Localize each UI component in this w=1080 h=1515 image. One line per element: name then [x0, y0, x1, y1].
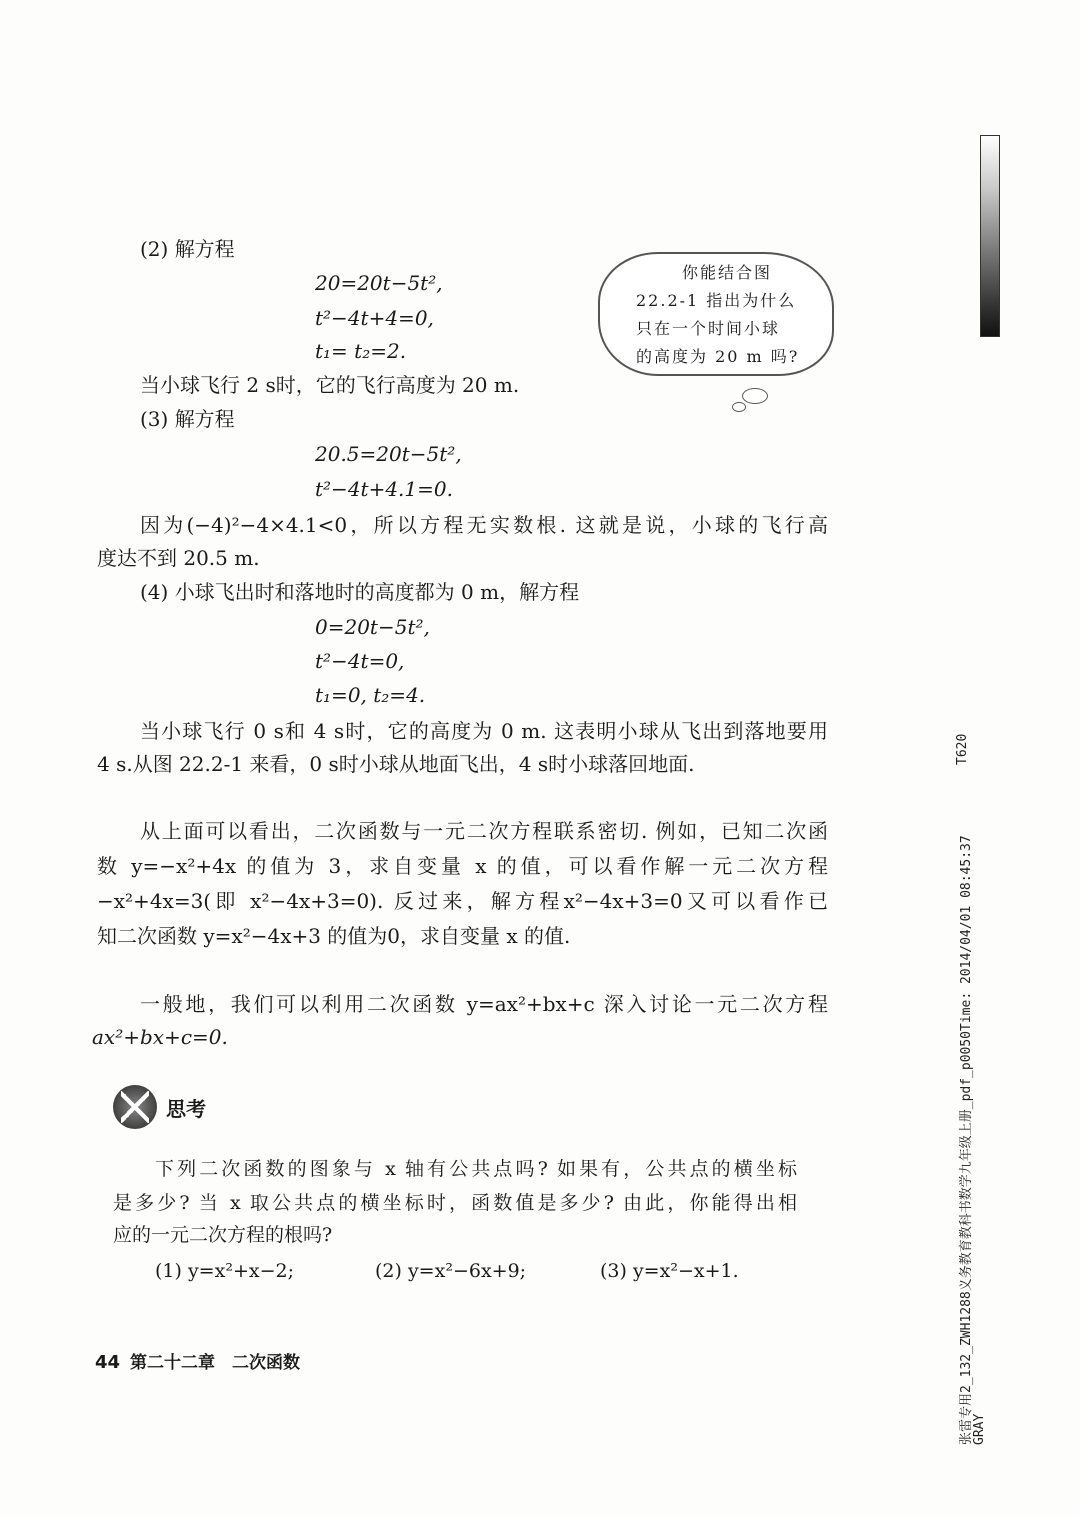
equation: t₁=0, t₂=4. — [315, 683, 426, 707]
think-line: 应的一元二次方程的根吗? — [113, 1224, 333, 1246]
think-line: 是多少? 当 x 取公共点的横坐标时，函数值是多少? 由此，你能得出相 — [113, 1192, 797, 1214]
paragraph-line: 因为(−4)²−4×4.1<0，所以方程无实数根. 这就是说，小球的飞行高 — [140, 513, 828, 537]
think-line: 下列二次函数的图象与 x 轴有公共点吗? 如果有，公共点的横坐标 — [155, 1158, 797, 1180]
margin-code: T620 — [955, 733, 970, 765]
bubble-text: 22.2-1 指出为什么 — [636, 291, 797, 310]
part2-result: 当小球飞行 2 s时，它的飞行高度为 20 m. — [140, 373, 520, 397]
chapter-title: 第二十二章 二次函数 — [130, 1353, 300, 1373]
equation: 20.5=20t−5t², — [315, 442, 462, 466]
think-item: (2) y=x²−6x+9; — [375, 1260, 527, 1282]
bubble-text: 只在一个时间小球 — [636, 319, 781, 338]
bubble-text: 的高度为 20 m 吗? — [636, 347, 800, 366]
equation: t²−4t+4=0, — [315, 306, 434, 330]
paragraph-line: 知二次函数 y=x²−4x+3 的值为0，求自变量 x 的值. — [97, 924, 571, 948]
paragraph-line: 数 y=−x²+4x 的值为 3，求自变量 x 的值，可以看作解一元二次方程 — [97, 854, 828, 878]
part2-label: (2) 解方程 — [140, 237, 235, 261]
think-item: (1) y=x²+x−2; — [155, 1260, 294, 1282]
bubble-dot — [742, 388, 768, 404]
gray-scale-strip — [980, 135, 1000, 337]
margin-gray: GRAY — [972, 1413, 987, 1445]
paragraph-line: 当小球飞行 0 s和 4 s时，它的高度为 0 m. 这表明小球从飞出到落地要用 — [140, 719, 828, 743]
paragraph-line: 4 s.从图 22.2-1 来看，0 s时小球从地面飞出，4 s时小球落回地面. — [97, 752, 695, 776]
paragraph-line: ax²+bx+c=0. — [92, 1025, 228, 1049]
think-item: (3) y=x²−x+1. — [600, 1260, 739, 1282]
part3-label: (3) 解方程 — [140, 407, 235, 431]
paragraph-line: −x²+4x=3(即 x²−4x+3=0). 反过来，解方程x²−4x+3=0又可以看作已 — [97, 889, 828, 913]
equation: t²−4t+4.1=0. — [315, 477, 453, 501]
margin-info: 张雷专用2_132_ZWH1288义务教育教科书数学九年级上册_pdf_p0050Time: 2014/04/01 08:45:37 — [959, 835, 974, 1445]
equation: 20=20t−5t², — [315, 271, 443, 295]
think-icon — [113, 1085, 157, 1129]
page-number: 44 — [95, 1352, 121, 1373]
part4-label: (4) 小球飞出时和落地时的高度都为 0 m，解方程 — [140, 580, 580, 604]
think-heading: 思考 — [166, 1097, 206, 1121]
bubble-text: 你能结合图 — [682, 263, 773, 282]
equation: t²−4t=0, — [315, 649, 405, 673]
equation: 0=20t−5t², — [315, 615, 430, 639]
paragraph-line: 度达不到 20.5 m. — [97, 546, 260, 570]
bubble-dot — [732, 402, 746, 412]
equation: t₁= t₂=2. — [315, 339, 407, 363]
paragraph-line: 一般地，我们可以利用二次函数 y=ax²+bx+c 深入讨论一元二次方程 — [140, 992, 828, 1016]
paragraph-line: 从上面可以看出，二次函数与一元二次方程联系密切. 例如，已知二次函 — [140, 819, 828, 843]
